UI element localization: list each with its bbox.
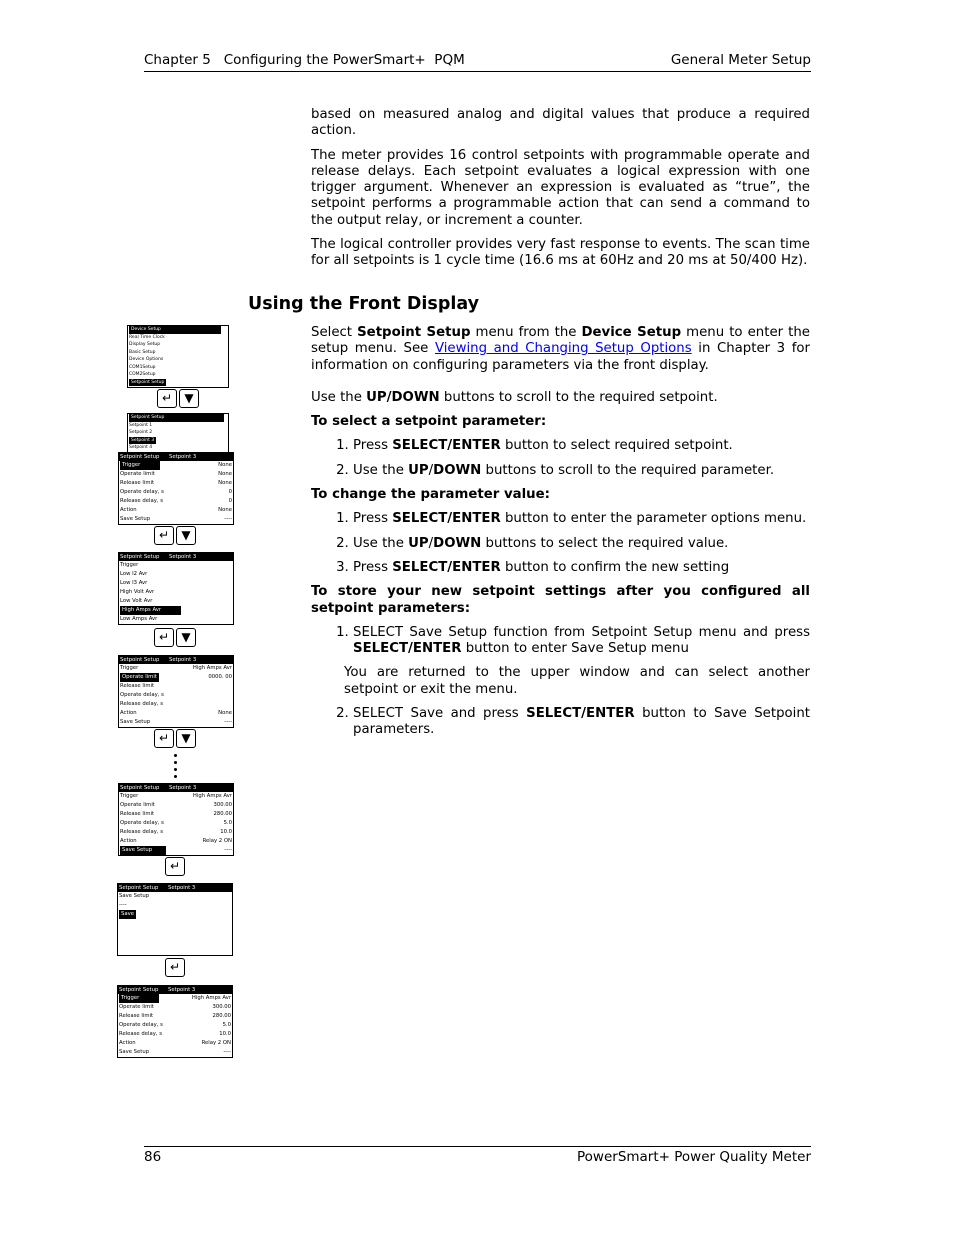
down-arrow-icon[interactable]: ▼ <box>176 526 196 545</box>
header-chapter: Chapter 5 Configuring the PowerSmart+ PQM <box>144 52 465 68</box>
list-item: 2. SELECT Save and press SELECT/ENTER button to Save Setpoint parameters. <box>353 706 810 739</box>
front-display-text <box>311 325 810 747</box>
change-steps <box>311 511 810 576</box>
step-scroll: Use the UP/DOWN buttons to scroll to the required setpoint. <box>311 389 718 405</box>
section-heading: Using the Front Display <box>248 294 480 314</box>
footer-title: PowerSmart+ Power Quality Meter <box>577 1149 811 1165</box>
enter-arrow-icon[interactable]: ↵ <box>165 958 185 977</box>
store-note: You are returned to the upper window and can select another setpoint or exit the menu. <box>344 665 810 697</box>
buttons-6 <box>165 958 185 977</box>
list-item: 2. Use the UP/DOWN buttons to select the required value. <box>353 536 810 552</box>
store-steps-2 <box>311 706 810 739</box>
list-item: 1. Press SELECT/ENTER button to enter the parameter options menu. <box>353 511 810 527</box>
buttons-3 <box>154 628 196 647</box>
heading-select-parameter: To select a setpoint parameter: <box>311 414 547 430</box>
list-item: 1. SELECT Save Setup function from Setpoint Setup menu and press SELECT/ENTER button to enter Save Setup menu <box>353 625 810 658</box>
intro-p3: The logical controller provides very fast response to events. The scan time for all setpoints is 1 cycle time (16.6 ms at 60Hz and 20 ms at 50/400 Hz). <box>311 237 810 269</box>
enter-arrow-icon[interactable]: ↵ <box>154 628 174 647</box>
down-arrow-icon[interactable]: ▼ <box>179 389 199 408</box>
lcd-params-saved: Setpoint Setup Setpoint 3 Trigger High Amps Avr Operate limit 300.00 Release limit 280.00 Operate delay, s 5.0 Release delay, s 10.0 Action Relay 2 ON Save Setup ---- <box>117 985 233 1058</box>
enter-arrow-icon[interactable]: ↵ <box>157 389 177 408</box>
setup-options-link[interactable]: Viewing and Changing Setup Options <box>434 341 692 357</box>
buttons-1 <box>157 389 199 408</box>
store-steps <box>311 625 810 658</box>
enter-arrow-icon[interactable]: ↵ <box>154 729 174 748</box>
intro-p2: The meter provides 16 control setpoints with programmable operate and release delays. Each setpoint evaluates a logical expression with one trigger argument. Whenever an expression is evaluated as “true”, the setpoint performs a programmable action that can send a command to the output relay, or increment a counter. <box>311 147 810 228</box>
lcd-params-edit: Setpoint Setup Setpoint 3 Trigger High Amps Avr Operate limit 0000. 00 Release limit Operate delay, s Release delay, s Action None Save Setup ---- <box>118 655 234 728</box>
lcd-save-menu: Setpoint Setup Setpoint 3 Save Setup ---- Save <box>117 883 233 956</box>
heading-change-value: To change the parameter value: <box>311 487 550 503</box>
list-item: 3. Press SELECT/ENTER button to confirm the new setting <box>353 560 810 576</box>
down-arrow-icon[interactable]: ▼ <box>176 729 196 748</box>
buttons-2 <box>154 526 196 545</box>
header-section: General Meter Setup <box>670 52 811 68</box>
intro-p1: based on measured analog and digital values that produce a required action. <box>311 107 810 139</box>
page-number: 86 <box>144 1149 162 1165</box>
select-steps <box>311 438 810 479</box>
page-header <box>144 50 811 72</box>
enter-arrow-icon[interactable]: ↵ <box>165 857 185 876</box>
list-item: 2. Use the UP/DOWN buttons to scroll to the required parameter. <box>353 463 810 479</box>
step-select-menu: Select Setpoint Setup menu from the Device Setup menu to enter the setup menu. See Viewing and Changing Setup Options in Chapter 3 for information on configuring parameters via the front display. <box>311 325 810 373</box>
intro-text <box>311 107 810 278</box>
list-item: 1. Press SELECT/ENTER button to select required setpoint. <box>353 438 810 454</box>
page-footer <box>144 1146 811 1165</box>
heading-store-settings: To store your new setpoint settings after you configured all setpoint parameters: <box>311 584 810 616</box>
lcd-params-configured: Setpoint Setup Setpoint 3 Trigger High Amps Avr Operate limit 300.00 Release limit 280.00 Operate delay, s 5.0 Release delay, s 10.0 Action Relay 2 ON Save Setup ---- <box>118 783 234 856</box>
lcd-trigger-options: Setpoint Setup Setpoint 3 Trigger Low I2 Avr Low I3 Avr High Volt Avr Low Volt Avr High Amps Avr Low Amps Avr <box>118 552 234 625</box>
buttons-5 <box>165 857 185 876</box>
enter-arrow-icon[interactable]: ↵ <box>154 526 174 545</box>
continuation-dots <box>174 754 178 782</box>
buttons-4 <box>154 729 196 748</box>
lcd-device-menu: Device Setup Real Time Clock Display Setup Basic Setup Device Options COM1Setup COM2Setup Setpoint Setup <box>127 325 229 388</box>
down-arrow-icon[interactable]: ▼ <box>176 628 196 647</box>
lcd-params-none: Setpoint Setup Setpoint 3 Trigger None Operate limit None Release limit None Operate delay, s 0 Release delay, s 0 Action None Save Setup ---- <box>118 452 234 525</box>
lcd-setpoint-list: Setpoint Setup Setpoint 1 Setpoint 2 Setpoint 3 Setpoint 4 <box>127 413 229 454</box>
